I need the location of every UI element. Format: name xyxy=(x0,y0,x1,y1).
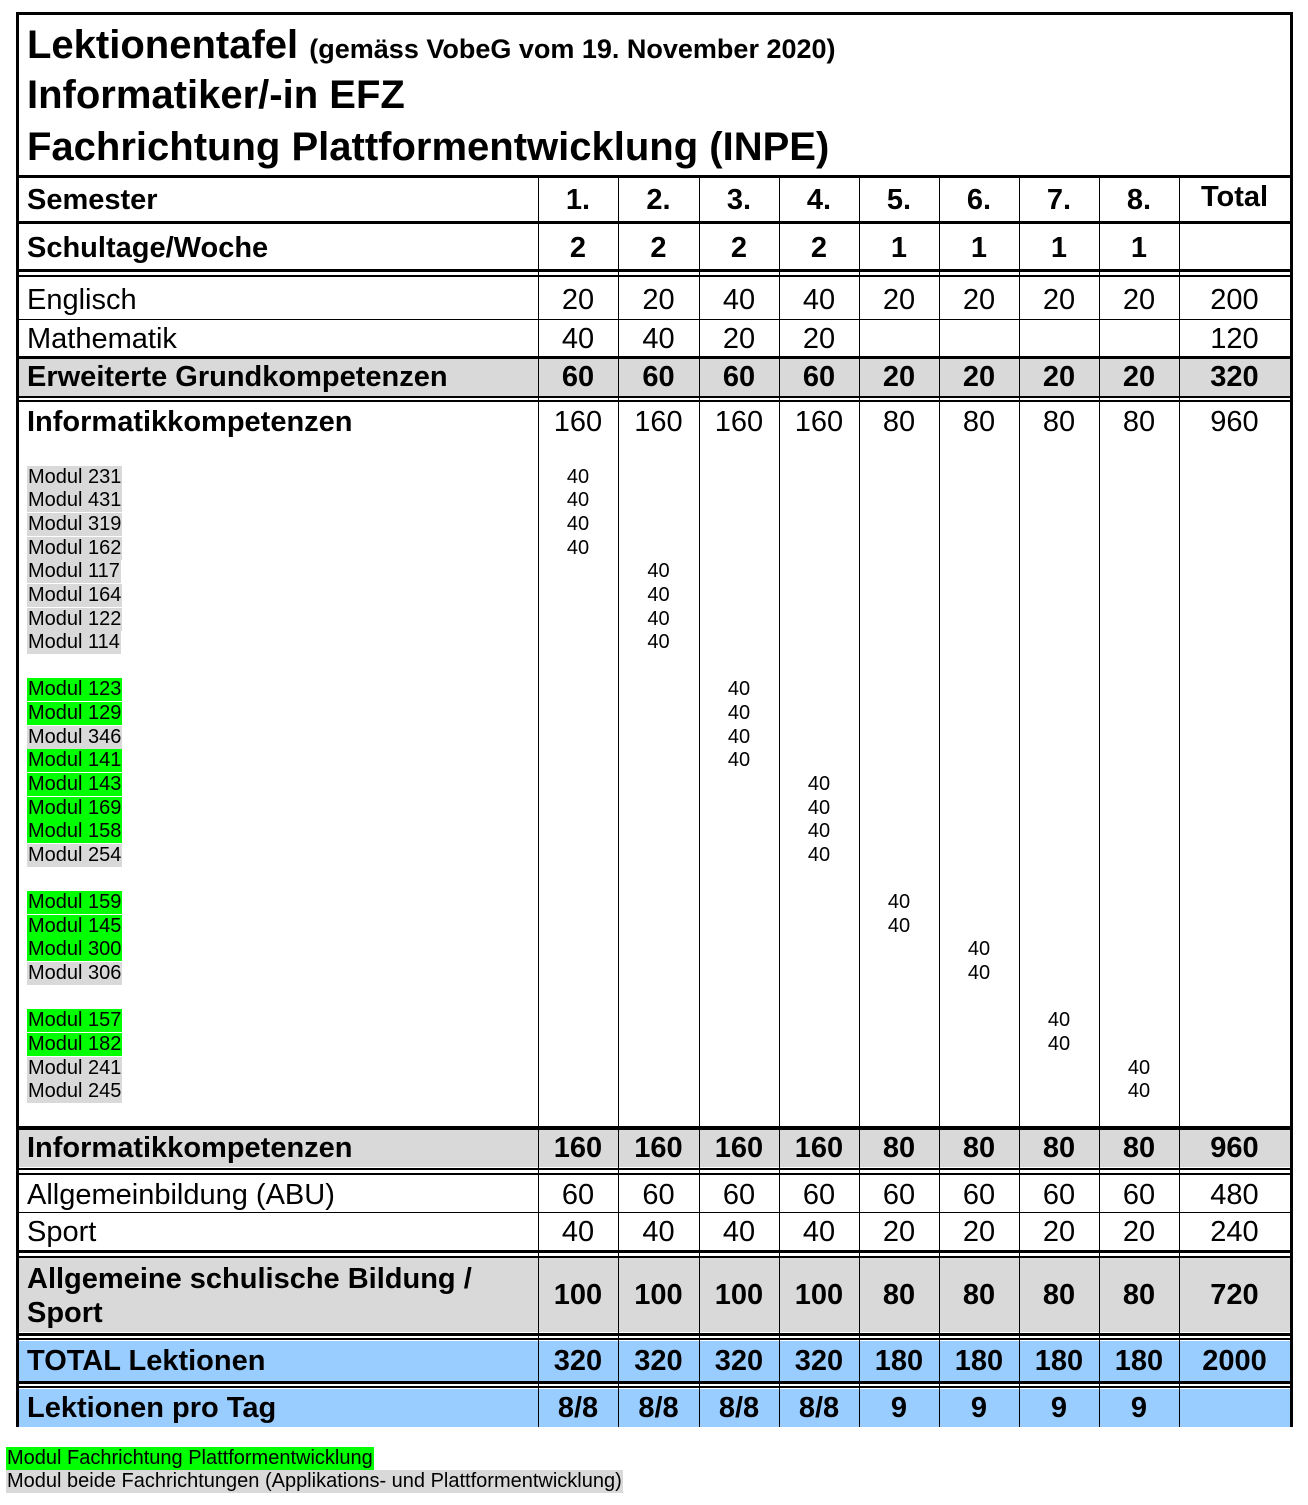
module-name: Modul 319 xyxy=(28,513,122,535)
englisch-value: 40 xyxy=(722,284,756,316)
informatik-value: 80 xyxy=(962,406,996,438)
school-days-value: 1 xyxy=(890,232,908,264)
erweiterte-value: 60 xyxy=(722,361,756,393)
allgemeine-total: 720 xyxy=(1210,1279,1259,1311)
englisch-value: 20 xyxy=(962,284,996,316)
module-name: Modul 143 xyxy=(28,773,122,795)
module-lessons: 40 xyxy=(887,915,911,937)
module-lessons: 40 xyxy=(647,631,670,653)
allgemeine-value: 80 xyxy=(1042,1279,1076,1311)
module-name: Modul 158 xyxy=(28,820,122,842)
module-lessons: 40 xyxy=(727,702,751,724)
module-name: Modul 114 xyxy=(28,631,120,653)
semester-header: 4. xyxy=(806,184,832,216)
module-name: Modul 169 xyxy=(28,797,122,819)
mathematik-value xyxy=(1099,321,1179,357)
abu-value: 60 xyxy=(1122,1179,1156,1211)
page-title xyxy=(27,23,836,68)
erweiterte-value: 60 xyxy=(642,361,675,393)
module-lessons: 40 xyxy=(727,678,751,700)
total-total: 2000 xyxy=(1202,1345,1267,1377)
allgemeine-value: 80 xyxy=(882,1279,916,1311)
allgemeine-value: 80 xyxy=(962,1279,996,1311)
abu-value: 60 xyxy=(642,1179,675,1211)
total-value: 320 xyxy=(634,1345,683,1377)
allgemeine-label-line1: Allgemeine schulische Bildung / xyxy=(27,1263,472,1295)
module-lessons: 40 xyxy=(647,584,670,606)
semester-header: 8. xyxy=(1126,184,1152,216)
sport-value: 20 xyxy=(882,1216,916,1248)
abu-total: 480 xyxy=(1210,1179,1259,1211)
total-value: 180 xyxy=(1034,1345,1084,1377)
module-lessons: 40 xyxy=(727,726,751,748)
pro_tag-value: 9 xyxy=(890,1392,908,1424)
module-name: Modul 241 xyxy=(28,1057,122,1079)
module-name: Modul 157 xyxy=(28,1009,122,1031)
informatik-value: 80 xyxy=(882,406,916,438)
module-lessons: 40 xyxy=(887,891,911,913)
informatik_sum-value: 80 xyxy=(1122,1132,1156,1164)
mathematik-value xyxy=(859,321,939,357)
module-name: Modul 245 xyxy=(28,1080,122,1102)
pro_tag-label: Lektionen pro Tag xyxy=(27,1392,277,1424)
module-name: Modul 182 xyxy=(28,1033,122,1055)
module-name: Modul 300 xyxy=(28,938,122,960)
module-name: Modul 306 xyxy=(28,962,122,984)
abu-label: Allgemeinbildung (ABU) xyxy=(27,1179,335,1211)
semester-header: 7. xyxy=(1046,184,1072,216)
allgemeine-value: 100 xyxy=(553,1279,603,1311)
sport-label: Sport xyxy=(27,1216,97,1248)
legend-gray: Modul beide Fachrichtungen (Applikations- und Plattformentwicklung) xyxy=(7,1470,622,1492)
total-label: TOTAL Lektionen xyxy=(27,1345,266,1377)
school-days-value: 1 xyxy=(970,232,988,264)
pro_tag-value: 8/8 xyxy=(557,1392,599,1424)
informatik_sum-value: 160 xyxy=(553,1132,603,1164)
erweiterte-value: 20 xyxy=(1122,361,1156,393)
school-days-value: 2 xyxy=(810,232,828,264)
pro_tag-total xyxy=(1179,1389,1290,1427)
englisch-value: 20 xyxy=(561,284,595,316)
abu-value: 60 xyxy=(802,1179,836,1211)
school-days-value: 2 xyxy=(730,232,748,264)
allgemeine-label-line2: Sport xyxy=(27,1297,103,1329)
erweiterte-total: 320 xyxy=(1210,361,1259,393)
title-subtitle: (gemäss VobeG vom 19. November 2020) xyxy=(309,34,836,64)
module-name: Modul 162 xyxy=(28,537,122,559)
englisch-value: 20 xyxy=(642,284,675,316)
semester-header: 6. xyxy=(966,184,992,216)
pro_tag-value: 8/8 xyxy=(638,1392,679,1424)
informatik-value: 160 xyxy=(634,406,683,438)
mathematik-value: 40 xyxy=(642,323,675,355)
informatik-value: 160 xyxy=(714,406,764,438)
module-lessons: 40 xyxy=(807,773,831,795)
sport-value: 20 xyxy=(1122,1216,1156,1248)
mathematik-value xyxy=(939,321,1019,357)
allgemeine-value: 80 xyxy=(1122,1279,1156,1311)
total-value: 180 xyxy=(874,1345,924,1377)
school-days-value: 1 xyxy=(1130,232,1148,264)
englisch-value: 20 xyxy=(882,284,916,316)
englisch-value: 40 xyxy=(802,284,836,316)
englisch-total: 200 xyxy=(1210,284,1259,316)
sport-value: 40 xyxy=(561,1216,595,1248)
pro_tag-value: 8/8 xyxy=(798,1392,840,1424)
erweiterte-value: 20 xyxy=(1042,361,1076,393)
module-lessons: 40 xyxy=(647,608,670,630)
pro_tag-value: 8/8 xyxy=(718,1392,760,1424)
total-value: 320 xyxy=(714,1345,764,1377)
title-main: Lektionentafel xyxy=(27,23,299,67)
module-name: Modul 164 xyxy=(28,584,122,606)
module-lessons: 40 xyxy=(566,466,590,488)
sport-value: 20 xyxy=(1042,1216,1076,1248)
semester-header: 1. xyxy=(565,184,591,216)
erweiterte-value: 20 xyxy=(962,361,996,393)
module-lessons: 40 xyxy=(647,560,670,582)
mathematik-value xyxy=(1019,321,1099,357)
erweiterte-value: 60 xyxy=(802,361,836,393)
englisch-label: Englisch xyxy=(27,284,137,316)
sport-value: 40 xyxy=(722,1216,756,1248)
informatik_sum-value: 80 xyxy=(1042,1132,1076,1164)
informatik_sum-value: 80 xyxy=(962,1132,996,1164)
module-lessons: 40 xyxy=(1127,1057,1151,1079)
module-name: Modul 123 xyxy=(28,678,122,700)
school-days-value: 2 xyxy=(569,232,587,264)
school-days-value: 2 xyxy=(650,232,667,264)
total-value: 180 xyxy=(1114,1345,1164,1377)
module-name: Modul 231 xyxy=(28,466,122,488)
module-name: Modul 254 xyxy=(28,844,122,866)
module-lessons: 40 xyxy=(1127,1080,1151,1102)
allgemeine-value: 100 xyxy=(714,1279,764,1311)
englisch-value: 20 xyxy=(1042,284,1076,316)
pro_tag-value: 9 xyxy=(970,1392,988,1424)
module-lessons: 40 xyxy=(727,749,751,771)
abu-value: 60 xyxy=(722,1179,756,1211)
module-lessons: 40 xyxy=(967,962,991,984)
informatik_sum-value: 160 xyxy=(634,1132,683,1164)
informatik_sum-total: 960 xyxy=(1210,1132,1259,1164)
erweiterte-value: 20 xyxy=(882,361,916,393)
erweiterte-value: 60 xyxy=(561,361,595,393)
semester-header: 2. xyxy=(646,184,671,216)
total-value: 320 xyxy=(794,1345,844,1377)
title-profession: Informatiker/-in EFZ xyxy=(27,73,405,117)
module-lessons: 40 xyxy=(1047,1009,1071,1031)
module-lessons: 40 xyxy=(807,820,831,842)
sport-value: 40 xyxy=(802,1216,836,1248)
abu-value: 60 xyxy=(561,1179,595,1211)
informatik-value: 80 xyxy=(1042,406,1076,438)
module-name: Modul 431 xyxy=(28,489,122,511)
module-lessons: 40 xyxy=(807,797,831,819)
informatik_sum-label: Informatikkompetenzen xyxy=(27,1132,353,1164)
module-name: Modul 129 xyxy=(28,702,122,724)
module-lessons: 40 xyxy=(967,938,991,960)
mathematik-total: 120 xyxy=(1210,323,1259,355)
erweiterte-label: Erweiterte Grundkompetenzen xyxy=(27,361,448,393)
informatik-label: Informatikkompetenzen xyxy=(27,406,353,438)
abu-value: 60 xyxy=(1042,1179,1076,1211)
module-name: Modul 159 xyxy=(28,891,122,913)
abu-value: 60 xyxy=(882,1179,916,1211)
module-name: Modul 141 xyxy=(28,749,122,771)
title-block xyxy=(19,15,1290,178)
informatik_sum-value: 80 xyxy=(882,1132,916,1164)
total-header: Total xyxy=(1200,181,1269,213)
module-lessons: 40 xyxy=(1047,1033,1071,1055)
module-lessons: 40 xyxy=(807,844,831,866)
informatik-value: 160 xyxy=(794,406,844,438)
module-name: Modul 346 xyxy=(28,726,122,748)
englisch-value: 20 xyxy=(1122,284,1156,316)
informatik_sum-value: 160 xyxy=(794,1132,844,1164)
informatik-total: 960 xyxy=(1210,406,1259,438)
mathematik-value: 40 xyxy=(561,323,595,355)
sport-value: 40 xyxy=(642,1216,675,1248)
pro_tag-value: 9 xyxy=(1130,1392,1148,1424)
school-days-value: 1 xyxy=(1050,232,1068,264)
mathematik-value: 20 xyxy=(722,323,756,355)
school-days-label: Schultage/Woche xyxy=(27,232,269,264)
mathematik-value: 20 xyxy=(802,323,836,355)
module-lessons: 40 xyxy=(566,537,590,559)
pro_tag-value: 9 xyxy=(1050,1392,1068,1424)
sport-value: 20 xyxy=(962,1216,996,1248)
legend-green: Modul Fachrichtung Plattformentwicklung xyxy=(7,1447,373,1469)
total-value: 180 xyxy=(954,1345,1004,1377)
mathematik-label: Mathematik xyxy=(27,323,177,355)
semester-header: 5. xyxy=(886,184,912,216)
semester-label: Semester xyxy=(27,184,158,216)
total-value: 320 xyxy=(553,1345,603,1377)
abu-value: 60 xyxy=(962,1179,996,1211)
lektionentafel-table xyxy=(16,12,1293,1427)
informatik_sum-value: 160 xyxy=(714,1132,764,1164)
informatik-value: 80 xyxy=(1122,406,1156,438)
allgemeine-value: 100 xyxy=(634,1279,683,1311)
module-lessons: 40 xyxy=(566,513,590,535)
module-name: Modul 145 xyxy=(28,915,122,937)
allgemeine-value: 100 xyxy=(794,1279,844,1311)
module-name: Modul 117 xyxy=(28,560,120,582)
sport-total: 240 xyxy=(1210,1216,1259,1248)
module-name: Modul 122 xyxy=(28,608,122,630)
semester-header: 3. xyxy=(726,184,752,216)
title-specialization: Fachrichtung Plattformentwicklung (INPE) xyxy=(27,125,830,169)
module-lessons: 40 xyxy=(566,489,590,511)
informatik-value: 160 xyxy=(553,406,603,438)
